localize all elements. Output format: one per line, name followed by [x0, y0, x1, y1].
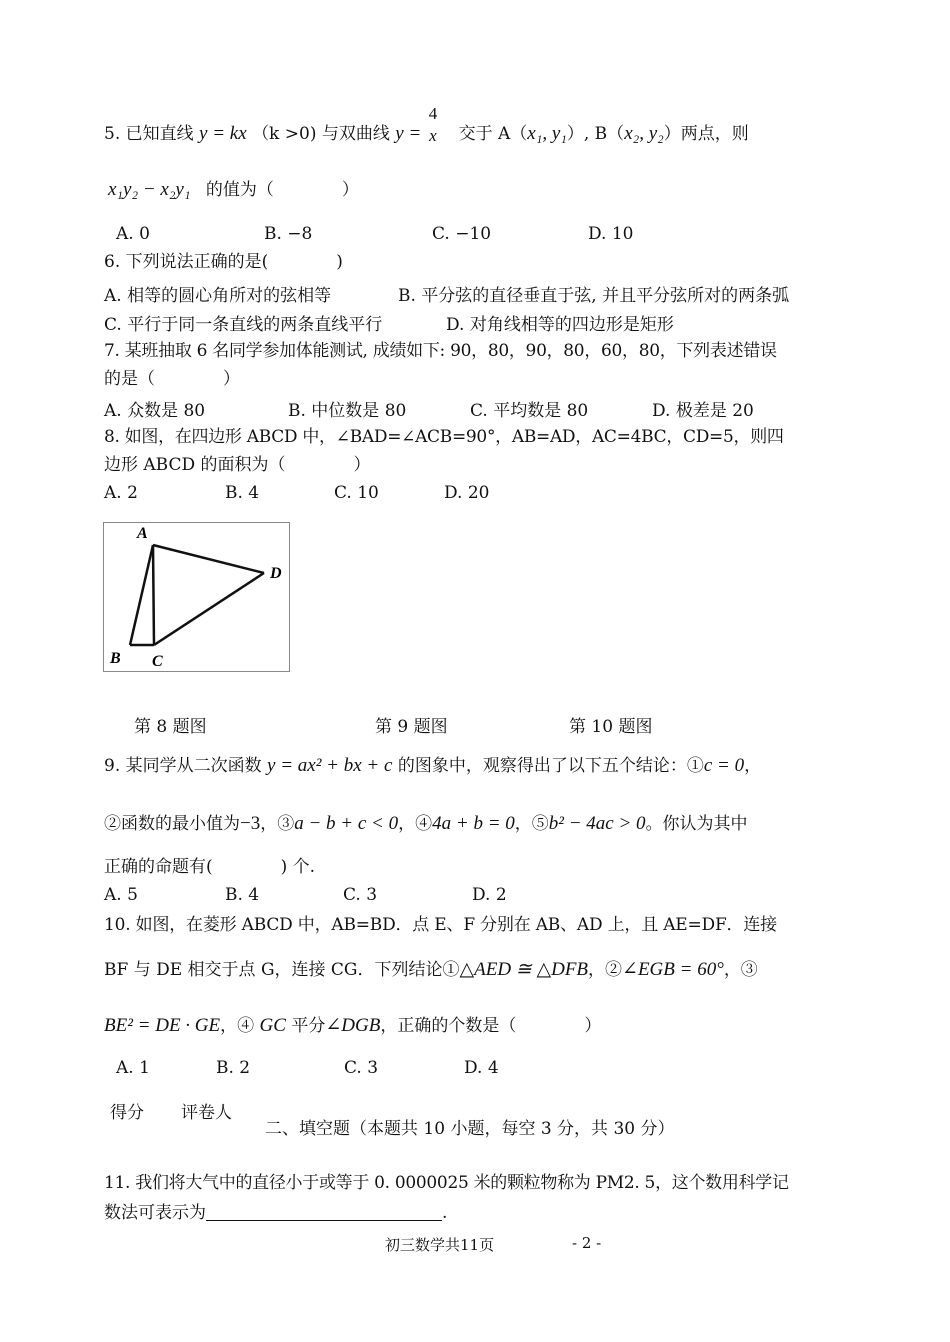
q10-option-b: B. 2 [216, 1058, 251, 1078]
q9-line2-sep2: ，④ [398, 814, 433, 834]
q8-option-c: C. 10 [334, 483, 379, 503]
grader-label: 评卷人 [181, 1103, 232, 1123]
q11-line2-end: . [442, 1203, 448, 1223]
q9-option-b: B. 4 [225, 885, 260, 905]
q9-conclusion-5: b² − 4ac > 0 [548, 813, 646, 834]
q5-line1 [104, 103, 749, 147]
q9-text: 9. 某同学从二次函数 [104, 756, 262, 776]
q9-option-a: A. 5 [104, 885, 138, 905]
q10-conclusion-1: △AED ≅ △DFB [459, 959, 589, 980]
q5-point-b: x₂, y₂ [624, 123, 664, 144]
section-2-title: 二、填空题（本题共 10 小题，每空 3 分，共 30 分） [265, 1119, 675, 1139]
q7-stem-line1: 7. 某班抽取 6 名同学参加体能测试, 成绩如下: 90，80，90，80，60，80，下列表述错误 [104, 341, 777, 361]
q10-line2-sep1: ，② [588, 960, 623, 980]
q5-condition: （k >0) 与双曲线 [252, 124, 390, 144]
q9-conclusion-2: −3 [240, 813, 261, 834]
quadrilateral-edges [130, 545, 264, 645]
q10-bisect-text: 平分 [291, 1016, 326, 1036]
vertex-label-d: D [270, 565, 282, 582]
q5-text-b: 交于 A（ [458, 124, 528, 144]
vertex-label-b: B [110, 650, 121, 667]
quadrilateral-figure [104, 523, 289, 671]
q7-option-d: D. 极差是 20 [652, 401, 754, 421]
q9-line3: 正确的命题有( ) 个. [104, 857, 316, 877]
q9-line1 [104, 754, 761, 778]
q8-figure [103, 522, 290, 672]
q9-text-c: ， [744, 756, 762, 776]
q5-text-c: ）, B（ [566, 124, 625, 144]
q5-option-b: B. −8 [264, 224, 313, 244]
q5-text-e: 的值为（ ） [205, 180, 359, 200]
q10-line1: 10. 如图，在菱形 ABCD 中，AB=BD．点 E、F 分别在 AB、AD 上，且 AE=DF．连接 [104, 915, 777, 935]
q7-option-a: A. 众数是 80 [104, 401, 206, 421]
q5-line-equation: y = kx [199, 123, 247, 144]
page-number: - 2 - [572, 1234, 602, 1252]
q10-line3-sep: ，④ [220, 1016, 255, 1036]
q9-line2-sep1: ，③ [260, 814, 295, 834]
q9-function: y = ax² + bx + c [267, 755, 393, 776]
q9-text-b: 的图象中，观察得出了以下五个结论：① [397, 756, 704, 776]
q8-option-b: B. 4 [225, 483, 260, 503]
q10-conclusion-2: ∠EGB = 60° [622, 959, 724, 980]
q10-line2 [104, 958, 758, 982]
q11-answer-blank[interactable] [206, 1202, 442, 1221]
q9-line2 [104, 812, 748, 836]
caption-fig9: 第 9 题图 [375, 717, 448, 737]
q5-text-d: ）两点，则 [663, 124, 749, 144]
q11-line2 [104, 1201, 447, 1225]
vertex-label-c: C [152, 653, 163, 670]
q5-text: 5. 已知直线 [104, 124, 194, 144]
q8-stem-line1: 8. 如图，在四边形 ABCD 中，∠BAD=∠ACB=90°，AB=AD，AC=4BC，CD=5，则四 [104, 427, 784, 447]
q8-stem-line2: 边形 ABCD 的面积为（ ） [104, 455, 371, 475]
q10-option-a: A. 1 [116, 1058, 150, 1078]
q7-option-c: C. 平均数是 80 [470, 401, 589, 421]
caption-fig10: 第 10 题图 [569, 717, 653, 737]
edge-cd [154, 573, 264, 645]
caption-fig8: 第 8 题图 [134, 717, 207, 737]
vertex-label-a: A [137, 525, 148, 542]
fraction-denominator: x [429, 125, 437, 145]
q6-option-c: C. 平行于同一条直线的两条直线平行 [104, 315, 383, 335]
q9-option-c: C. 3 [343, 885, 378, 905]
q11-line2-text: 数法可表示为 [104, 1203, 206, 1223]
q8-option-a: A. 2 [104, 483, 138, 503]
q10-option-d: D. 4 [464, 1058, 499, 1078]
edge-ac [153, 545, 154, 645]
q5-option-c: C. −10 [432, 224, 492, 244]
q10-angle-dgb: ∠DGB [325, 1015, 381, 1036]
edge-ab [130, 545, 153, 645]
q10-conclusion-4-gc: GC [259, 1015, 286, 1036]
q7-stem-line2: 的是（ ） [104, 369, 240, 389]
q5-option-d: D. 10 [588, 224, 634, 244]
q10-line3-end: ，正确的个数是（ ） [380, 1016, 602, 1036]
score-label: 得分 [110, 1103, 144, 1123]
q6-option-b: B. 平分弦的直径垂直于弦, 并且平分弦所对的两条弧 [398, 286, 790, 306]
q10-option-c: C. 3 [344, 1058, 379, 1078]
q6-option-a: A. 相等的圆心角所对的弦相等 [104, 286, 332, 306]
q9-conclusion-3: a − b + c < 0 [294, 813, 399, 834]
q9-line2-sep3: ，⑤ [514, 814, 549, 834]
q10-line2-sep2: ，③ [723, 960, 758, 980]
q6-stem: 6. 下列说法正确的是( ) [104, 252, 343, 272]
q6-option-d: D. 对角线相等的四边形是矩形 [446, 315, 674, 335]
q10-line2-text: BF 与 DE 相交于点 G，连接 CG．下列结论① [104, 960, 460, 980]
q10-conclusion-3: BE² = DE · GE [104, 1015, 221, 1036]
q8-option-d: D. 20 [444, 483, 490, 503]
edge-ad [153, 545, 264, 573]
q5-line2 [108, 178, 359, 202]
q9-option-d: D. 2 [472, 885, 507, 905]
q9-conclusion-4: 4a + b = 0 [432, 813, 515, 834]
q5-option-a: A. 0 [116, 224, 150, 244]
footer-title: 初三数学共11页 [385, 1236, 495, 1254]
q5-expression: x₁y₂ − x₂y₁ [108, 179, 191, 200]
q9-conclusion-1: c = 0 [703, 755, 745, 776]
q9-line2-end: 。你认为其中 [645, 814, 748, 834]
q5-hyperbola-lhs: y = [395, 123, 422, 144]
q9-line2-text: ②函数的最小值为 [104, 814, 240, 834]
q11-line1: 11. 我们将大气中的直径小于或等于 0. 0000025 米的颗粒物称为 PM2. 5，这个数用科学记 [104, 1173, 789, 1193]
q5-fraction [427, 103, 440, 147]
q10-line3 [104, 1014, 601, 1038]
q5-point-a: x₁, y₁ [527, 123, 567, 144]
q7-option-b: B. 中位数是 80 [288, 401, 407, 421]
fraction-numerator: 4 [428, 103, 438, 123]
